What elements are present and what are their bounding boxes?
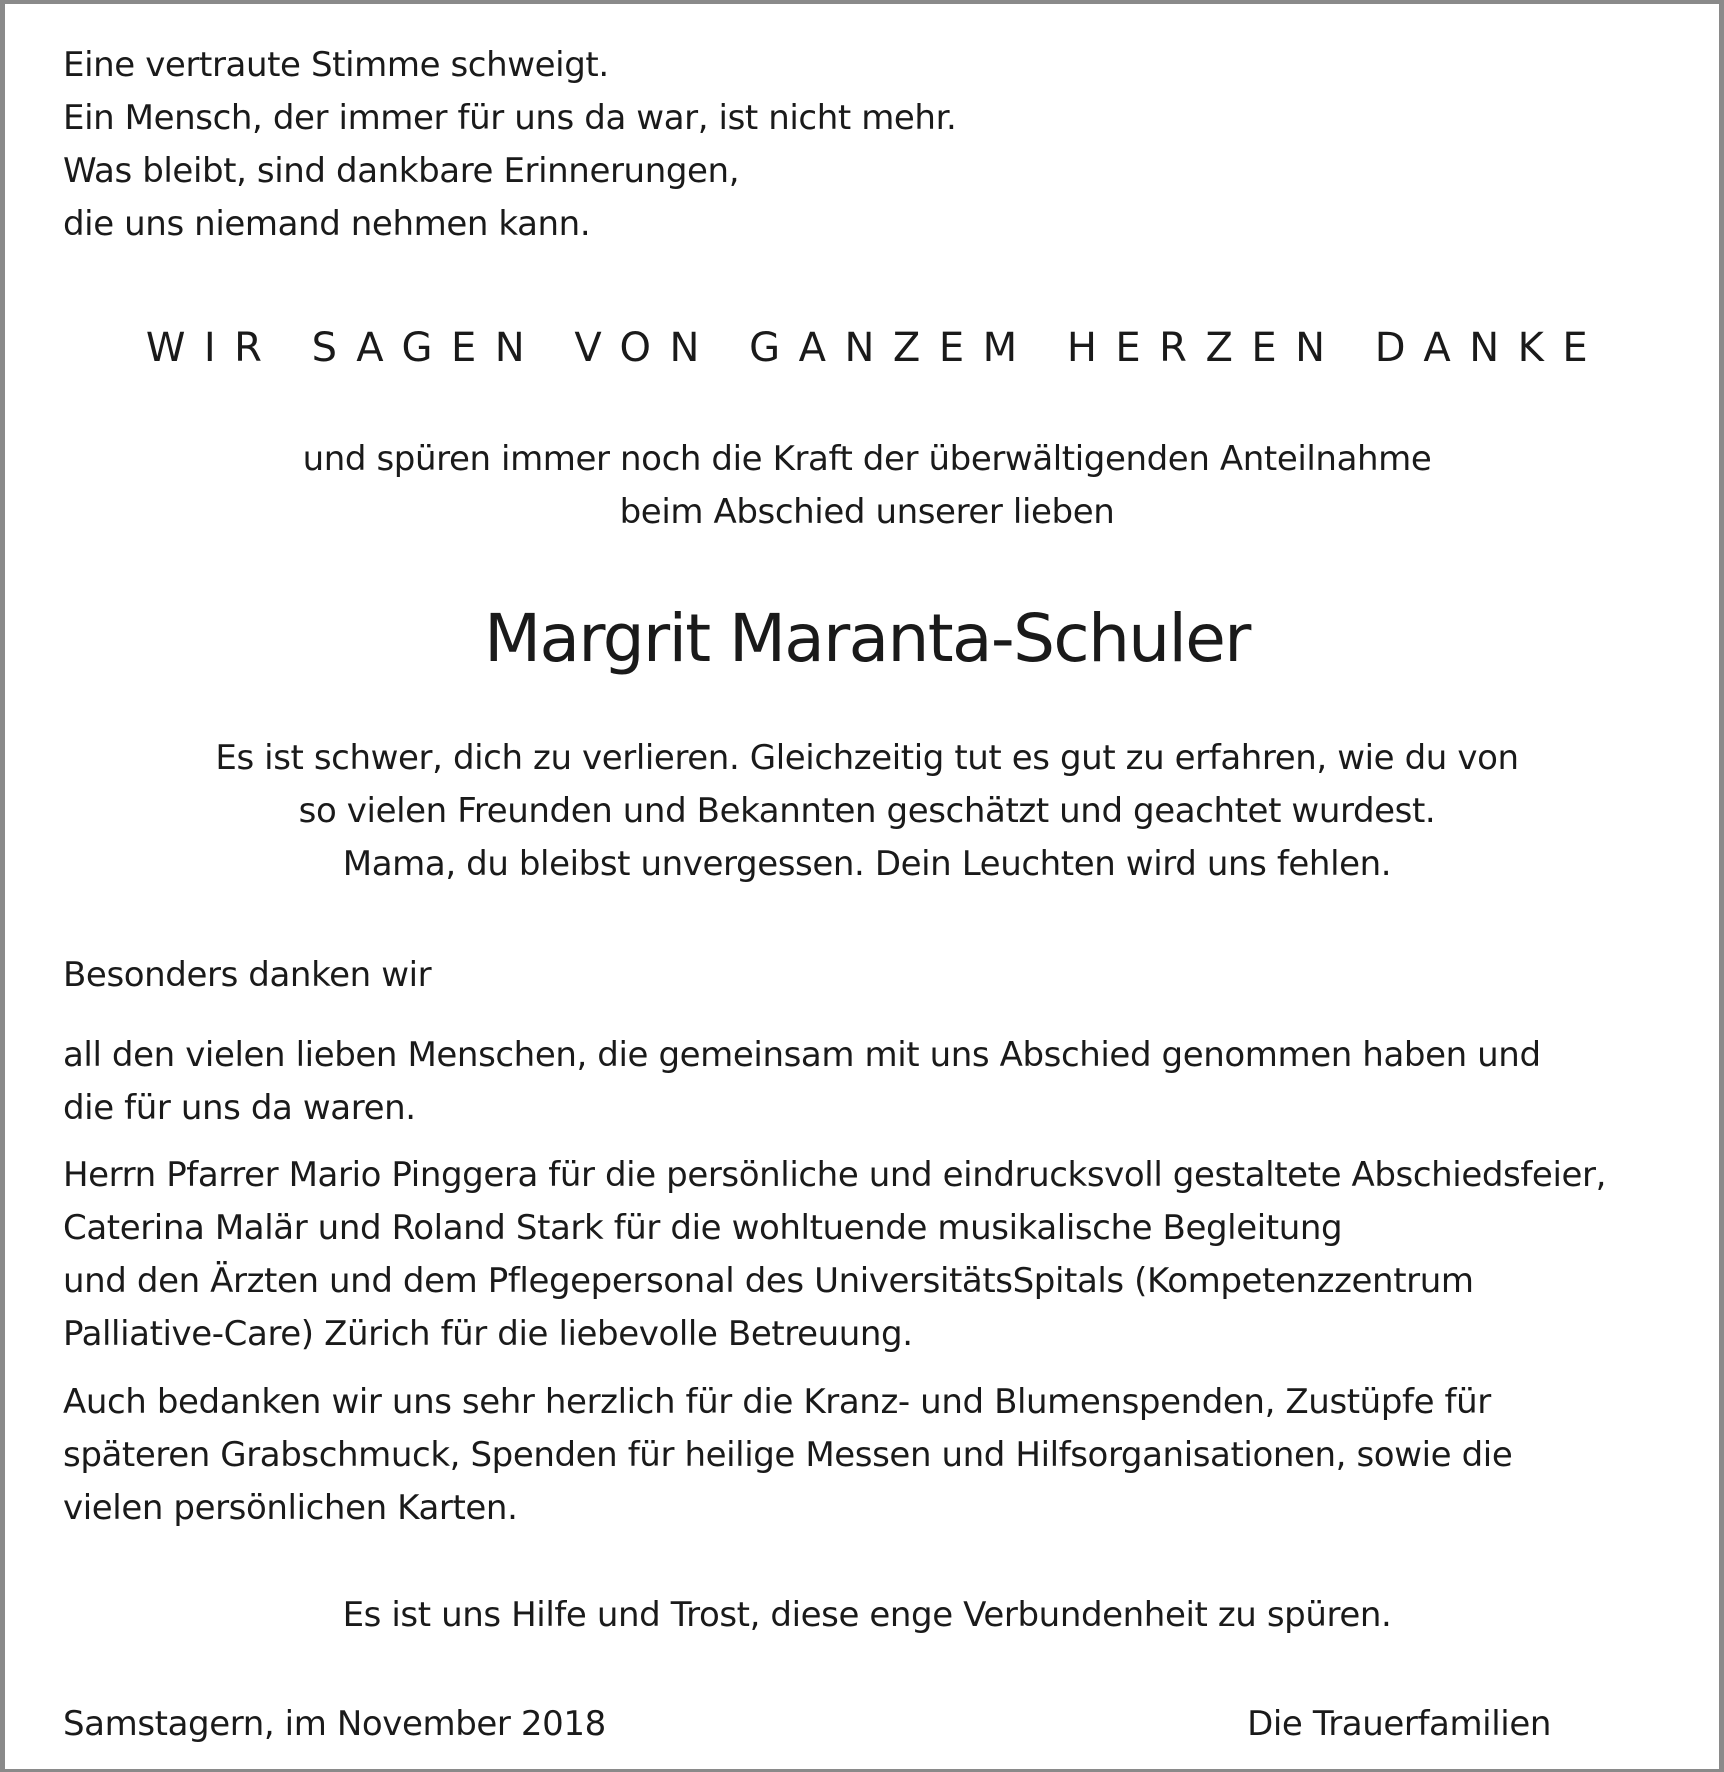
poem-line-2: Ein Mensch, der immer für uns da war, ist nicht mehr. — [63, 98, 957, 138]
thanks-paragraph-3-line-2: späteren Grabschmuck, Spenden für heilige Messen und Hilfsorganisationen, sowie die — [63, 1435, 1513, 1475]
poem-line-1: Eine vertraute Stimme schweigt. — [63, 45, 609, 85]
thanks-paragraph-2-line-3: und den Ärzten und dem Pflegepersonal des UniversitätsSpitals (Kompetenzzentrum — [63, 1261, 1474, 1301]
closing-line: Es ist uns Hilfe und Trost, diese enge Verbundenheit zu spüren. — [342, 1595, 1392, 1635]
thanks-paragraph-1-line-2: die für uns da waren. — [63, 1088, 416, 1128]
thanks-paragraph-3-line-1: Auch bedanken wir uns sehr herzlich für die Kranz- und Blumenspenden, Zustüpfe für — [63, 1382, 1491, 1422]
place-date: Samstagern, im November 2018 — [63, 1704, 606, 1744]
thanks-paragraph-3-line-3: vielen persönlichen Karten. — [63, 1488, 518, 1528]
signature: Die Trauerfamilien — [1247, 1704, 1551, 1744]
tribute-line-2: so vielen Freunden und Bekannten geschätzt und geachtet wurdest. — [298, 791, 1436, 831]
thanks-paragraph-2-line-1: Herrn Pfarrer Mario Pinggera für die persönliche und eindrucksvoll gestaltete Abschiedsfeier, — [63, 1155, 1607, 1195]
thank-you-headline: WIR SAGEN VON GANZEM HERZEN DANKE — [145, 325, 1607, 371]
tribute-line-3: Mama, du bleibst unvergessen. Dein Leuchten wird uns fehlen. — [342, 844, 1392, 884]
intro-line-2: beim Abschied unserer lieben — [619, 492, 1115, 532]
deceased-name: Margrit Maranta-Schuler — [484, 600, 1250, 677]
intro-line-1: und spüren immer noch die Kraft der überwältigenden Anteilnahme — [302, 439, 1432, 479]
thanks-paragraph-2-line-4: Palliative-Care) Zürich für die liebevolle Betreuung. — [63, 1314, 913, 1354]
poem-line-4: die uns niemand nehmen kann. — [63, 204, 591, 244]
poem-line-3: Was bleibt, sind dankbare Erinnerungen, — [63, 151, 740, 191]
thanks-paragraph-1-line-1: all den vielen lieben Menschen, die gemeinsam mit uns Abschied genommen haben und — [63, 1035, 1541, 1075]
thanks-paragraph-2-line-2: Caterina Malär und Roland Stark für die wohltuende musikalische Begleitung — [63, 1208, 1343, 1248]
tribute-line-1: Es ist schwer, dich zu verlieren. Gleichzeitig tut es gut zu erfahren, wie du von — [215, 738, 1519, 778]
thanks-heading: Besonders danken wir — [63, 955, 432, 995]
